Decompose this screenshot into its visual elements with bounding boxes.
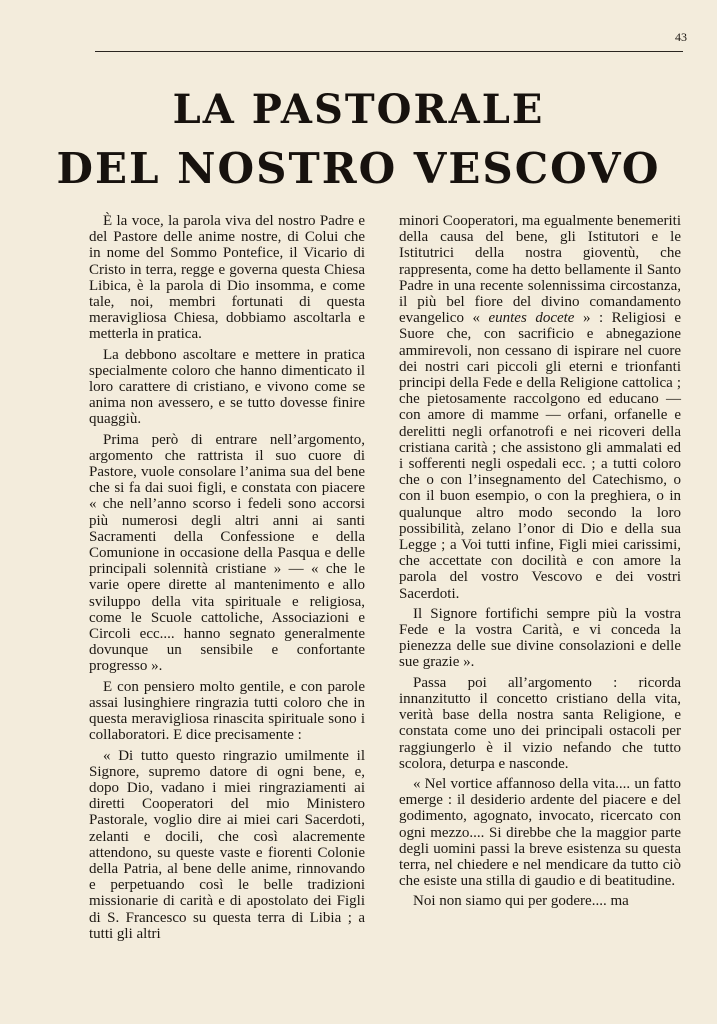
paragraph: La debbono ascoltare e mettere in pratica specialmente coloro che hanno dimenticato il loro carattere di cristiano, e vivono come se anima non avessero, e se tutto dovesse finire quaggiù. (89, 346, 365, 428)
text-run: minori Cooperatori, ma egualmente benemeriti della causa del bene, gli Istitutori e le Istitutrici della nostra gioventù, che rappresenta, come ha detto bellamente il Santo Padre in una recente solennissima circostanza, il più bel fiore del divino comandamento evangelico « (399, 213, 681, 327)
paragraph: Passa poi all’argomento : ricorda innanzitutto il concetto cristiano della vita, verità base della nostra santa Religione, e constata come uno dei principali ostacoli per raggiungerlo è il vizio nefando che tutto scolora, deturpa e nasconde. (399, 674, 681, 772)
paragraph: È la voce, la parola viva del nostro Padre e del Pastore delle anime nostre, di Colui che in nome del Sommo Pontefice, il Vicario di Cristo in terra, regge e governa questa Chiesa Libica, è la parola di Dio insomma, e come tale, noi, membri fortunati di questa meravigliosa Chiesa, dobbiamo ascoltarla e metterla in pratica. (89, 213, 365, 343)
title-line-1: LA PASTORALE (172, 86, 545, 133)
right-column (399, 213, 681, 914)
page-number: 43 (675, 30, 687, 44)
paragraph: Prima però di entrare nell’argomento, argomento che rattrista il suo cuore di Pastore, vuole consolare l’anima sua del bene che si fa dai suoi figli, e constata con piacere « che nell’anno scorso i fedeli sono accorsi più numerosi degli altri anni ai santi Sacramenti della Confessione e della Comunione in occasione della Pasqua e delle principali solennità cristiane » — « che le varie opere dirette al mantenimento e allo sviluppo della vita spirituale e religiosa, come le Scuole cattoliche, Associazioni e Circoli ecc.... hanno segnato generalmente dovunque un sensibile e confortante progresso ». (89, 431, 365, 675)
text-run: » : Religiosi e Suore che, con sacrificio e abnegazione ammirevoli, non cessano di ispirare nel cuore dei nostri cari piccoli gli eterni e trionfanti principi della Fede e della Religione cattolica ; che pietosamente raccolgono ed educano — con amore di mamme — orfani, orfanelle e derelitti negli orfanotrofi e nei ricoveri della cristiana carità ; che assistono gli ammalati ed i sofferenti negli ospedali ecc. ; a tutti coloro che o con l’insegnamento del Catechismo, o con il buon esempio, o con la preghiera, o in qualunque altro modo secondo la loro possibilità, zelano l’onor di Dio e della sua Legge ; a Voi tutti infine, Figli miei carissimi, che accettate con docilità e con amore la parola del vostro Vescovo e dei vostri Sacerdoti. (399, 310, 681, 602)
continued-paragraph (399, 213, 681, 602)
left-column (89, 213, 365, 946)
article-title (0, 86, 717, 198)
paragraph: « Nel vortice affannoso della vita.... un fatto emerge : il desiderio ardente del piacere e del godimento, agognato, invocato, ricercato con ogni mezzo.... Si direbbe che la maggior parte degli uomini passi la breve esistenza su questa terra, nel chiedere e nel mendicare da tutto ciò che esiste una stilla di gaudio e di beatitudine. (399, 775, 681, 890)
title-line-2: DEL NOSTRO VESCOVO (56, 144, 661, 193)
paragraph: « Di tutto questo ringrazio umilmente il Signore, supremo datore di ogni bene, e, dopo Dio, vadano i miei ringraziamenti ai diretti Cooperatori del mio Ministero Pastorale, voglio dire ai miei cari Sacerdoti, zelanti e docili, che così alacremente attendono, su queste vaste e fiorenti Colonie della Patria, al bene delle anime, rinnovando e perpetuando così le belle tradizioni missionarie di carità e di apostolato dei Figli di S. Francesco su questa terra di Libia ; a tutti gli altri (89, 747, 365, 942)
paragraph: Noi non siamo qui per godere.... ma (413, 893, 629, 910)
paragraph: Il Signore fortifichi sempre più la vostra Fede e la vostra Carità, e vi conceda la pienezza delle sue divine consolazioni e delle sue grazie ». (399, 605, 681, 671)
paragraph: E con pensiero molto gentile, e con parole assai lusinghiere ringrazia tutti coloro che in questa meravigliosa rinascita spirituale sono i collaboratori. E dice precisamente : (89, 678, 365, 744)
italic-phrase: euntes docete (488, 310, 575, 327)
header-rule (95, 51, 683, 52)
